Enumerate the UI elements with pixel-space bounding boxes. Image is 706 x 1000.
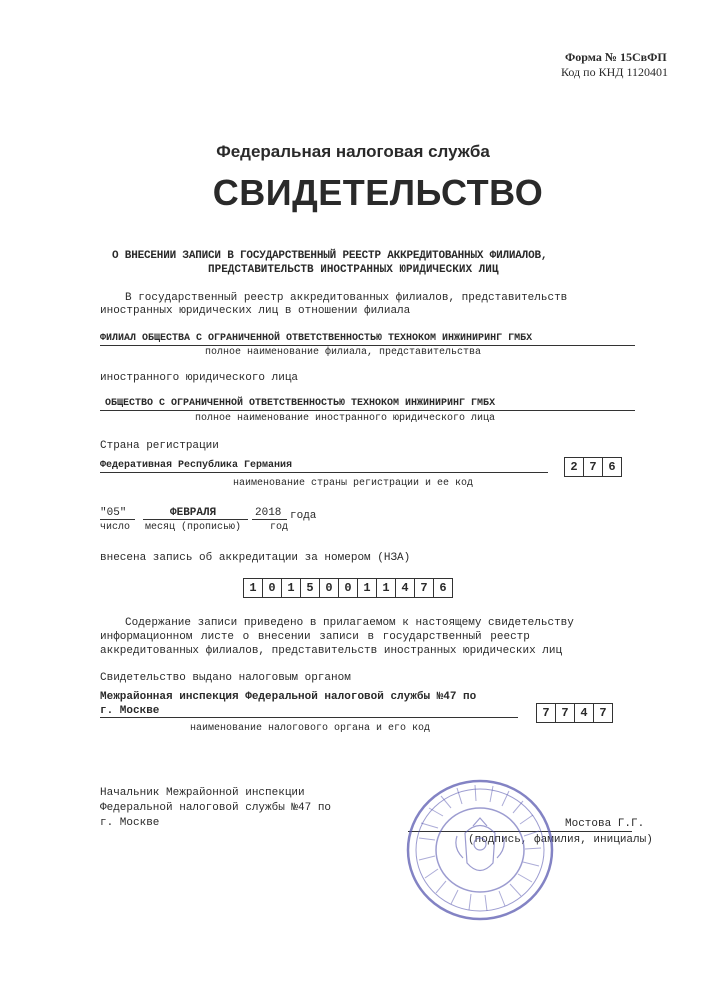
- signature-caption: (подпись, фамилия, инициалы): [468, 834, 653, 846]
- signatory-line-2: Федеральной налоговой службы №47 по: [100, 802, 332, 814]
- branch-caption: полное наименование филиала, представительства: [205, 347, 482, 358]
- contents-line-1: Содержание записи приведено в прилагаемом к настоящему свидетельству: [125, 617, 574, 629]
- issuer-name-line-2: г. Москве: [100, 705, 160, 717]
- code-digit: 6: [608, 460, 616, 474]
- document-title: СВИДЕТЕЛЬСТВО: [212, 172, 544, 213]
- record-digit: 0: [263, 579, 282, 597]
- issuer-code-digit: 4: [575, 704, 594, 722]
- foreign-entity-name: ОБЩЕСТВО С ОГРАНИЧЕННОЙ ОТВЕТСТВЕННОСТЬЮ ТЕХНОКОМ ИНЖИНИРИНГ ГМБХ: [105, 398, 496, 409]
- code-digit: 2: [565, 458, 584, 476]
- country-underline: [100, 472, 548, 473]
- date-day: "05": [100, 507, 127, 519]
- issuer-label: Свидетельство выдано налоговым органом: [100, 672, 351, 684]
- date-month: ФЕВРАЛЯ: [170, 507, 217, 519]
- branch-caption-2: иностранного юридического лица: [100, 372, 299, 384]
- issuer-code-digit: 7: [556, 704, 575, 722]
- date-month-underline: [143, 519, 248, 520]
- record-label: внесена запись об аккредитации за номером (НЗА): [100, 552, 411, 564]
- contents-line-2: информационном листе о внесении записи в государственный реестр: [100, 631, 530, 643]
- subtitle-line-2: ПРЕДСТАВИТЕЛЬСТВ ИНОСТРАННЫХ ЮРИДИЧЕСКИХ ЛИЦ: [208, 264, 499, 276]
- signatory-name: Мостова Г.Г.: [565, 818, 645, 830]
- date-day-underline: [100, 519, 135, 520]
- date-year-underline: [252, 519, 287, 520]
- issuer-code-digit: 7: [537, 704, 556, 722]
- record-digit: 7: [415, 579, 434, 597]
- record-digit: 6: [439, 581, 447, 595]
- country-name: Федеративная Республика Германия: [100, 460, 293, 471]
- issuer-code-digit: 7: [599, 706, 607, 720]
- record-digit: 5: [301, 579, 320, 597]
- record-digit: 1: [377, 579, 396, 597]
- issuer-name-line-1: Межрайонная инспекция Федеральной налоговой службы №47 по: [100, 691, 477, 703]
- intro-line-1: В государственный реестр аккредитованных филиалов, представительств: [125, 292, 568, 304]
- knd-code: Код по КНД 1120401: [561, 65, 668, 79]
- country-label: Страна регистрации: [100, 440, 219, 452]
- date-year: 2018: [255, 507, 282, 519]
- branch-name: ФИЛИАЛ ОБЩЕСТВА С ОГРАНИЧЕННОЙ ОТВЕТСТВЕННОСТЬЮ ТЕХНОКОМ ИНЖИНИРИНГ ГМБХ: [100, 333, 533, 344]
- record-number-boxes: [243, 578, 453, 598]
- official-stamp: [405, 778, 555, 923]
- country-caption: наименование страны регистрации и ее код: [233, 478, 474, 489]
- subtitle-line-1: О ВНЕСЕНИИ ЗАПИСИ В ГОСУДАРСТВЕННЫЙ РЕЕСТР АККРЕДИТОВАННЫХ ФИЛИАЛОВ,: [112, 250, 548, 262]
- issuer-underline: [100, 717, 518, 718]
- intro-line-2: иностранных юридических лиц в отношении филиала: [100, 305, 411, 317]
- issuer-caption: наименование налогового органа и его код: [190, 723, 431, 734]
- date-caption-day: число: [100, 522, 131, 533]
- record-digit: 4: [396, 579, 415, 597]
- signatory-line-3: г. Москве: [100, 817, 160, 829]
- record-digit: 1: [358, 579, 377, 597]
- record-digit: 1: [244, 579, 263, 597]
- country-code-boxes: [564, 457, 622, 477]
- form-number: Форма № 15СвФП: [565, 50, 667, 64]
- record-digit: 0: [320, 579, 339, 597]
- signatory-line-1: Начальник Межрайонной инспекции: [100, 787, 305, 799]
- code-digit: 7: [584, 458, 603, 476]
- agency-name: Федеральная налоговая служба: [216, 142, 490, 161]
- date-caption-month: месяц (прописью): [145, 522, 242, 533]
- record-digit: 0: [339, 579, 358, 597]
- foreign-entity-underline: [100, 410, 635, 411]
- branch-name-underline: [100, 345, 635, 346]
- date-caption-year: год: [270, 522, 289, 533]
- record-digit: 1: [282, 579, 301, 597]
- contents-line-3: аккредитованных филиалов, представительств иностранных юридических лиц: [100, 645, 563, 657]
- issuer-code-boxes: [536, 703, 613, 723]
- date-year-suffix: года: [290, 510, 317, 522]
- foreign-entity-caption: полное наименование иностранного юридического лица: [195, 413, 496, 424]
